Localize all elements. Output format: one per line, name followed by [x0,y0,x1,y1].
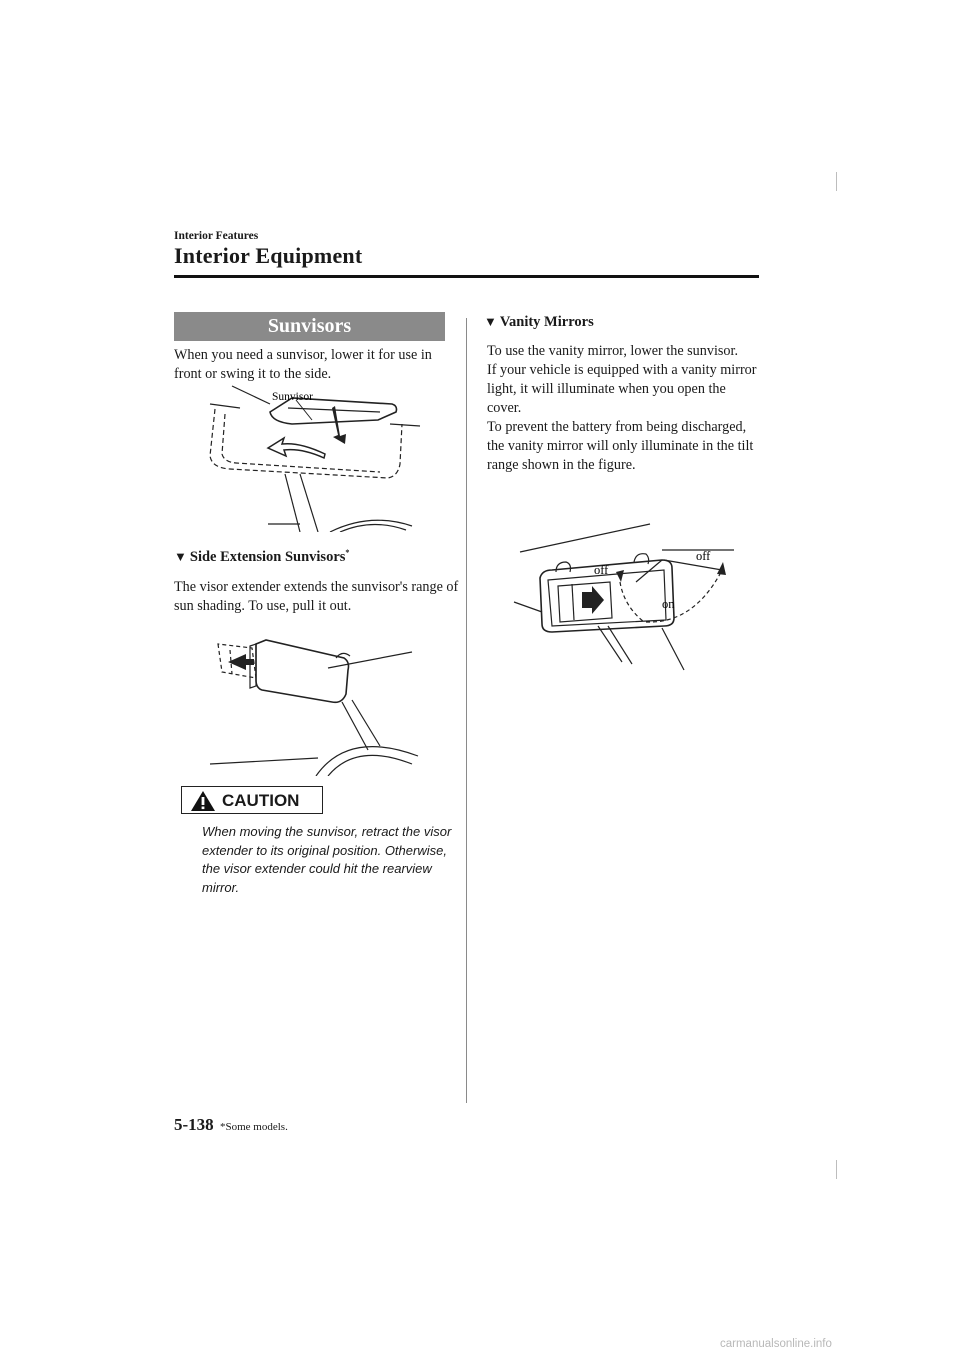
crop-mark [836,1160,837,1179]
triangle-down-icon: ▼ [174,548,187,564]
vanity-mirror-figure [512,522,744,672]
sunvisor-figure [200,384,432,532]
on-label: on [662,597,675,611]
side-extension-heading-text: Side Extension Sunvisors [189,548,346,565]
vanity-mirrors-text [487,342,759,475]
caution-label [181,786,323,814]
triangle-down-icon: ▼ [484,314,497,329]
off-right-label: off [696,549,711,563]
page-number: 5-138 [174,1115,214,1134]
caution-word: CAUTION [222,791,300,810]
page-title: Interior Equipment [174,243,363,268]
sunvisor-label: Sunvisor [272,391,313,403]
vanity-paragraph-2: If your vehicle is equipped with a vanity mirror light, it will illuminate when you open the cover. [487,362,757,416]
crop-mark [836,172,837,191]
vanity-mirrors-heading-text: Vanity Mirrors [499,314,594,330]
some-models-marker: * [345,548,350,557]
watermark: carmanualsonline.info [720,1338,832,1350]
footnote: *Some models. [220,1121,288,1133]
off-left-label: off [594,563,609,577]
vanity-paragraph-3: To prevent the battery from being discharged, the vanity mirror will only illuminate in the tilt range shown in the figure. [487,419,754,473]
sunvisors-banner: Sunvisors [174,312,445,341]
side-extension-paragraph: The visor extender extends the sunvisor's range of sun shading. To use, pull it out. [174,579,459,614]
vanity-mirrors-heading [484,314,594,331]
section-label: Interior Features [174,230,259,242]
caution-text: When moving the sunvisor, retract the visor extender to its original position. Otherwise, the visor extender could hit the rearview mirror. [202,824,452,895]
sunvisors-paragraph: When you need a sunvisor, lower it for use in front or swing it to the side. [174,347,432,382]
warning-icon [190,790,216,812]
vanity-paragraph-1: To use the vanity mirror, lower the sunvisor. [487,343,739,359]
side-extension-figure [208,632,422,776]
column-divider [466,318,467,1103]
side-extension-heading [174,548,349,566]
heading-rule [174,275,759,278]
